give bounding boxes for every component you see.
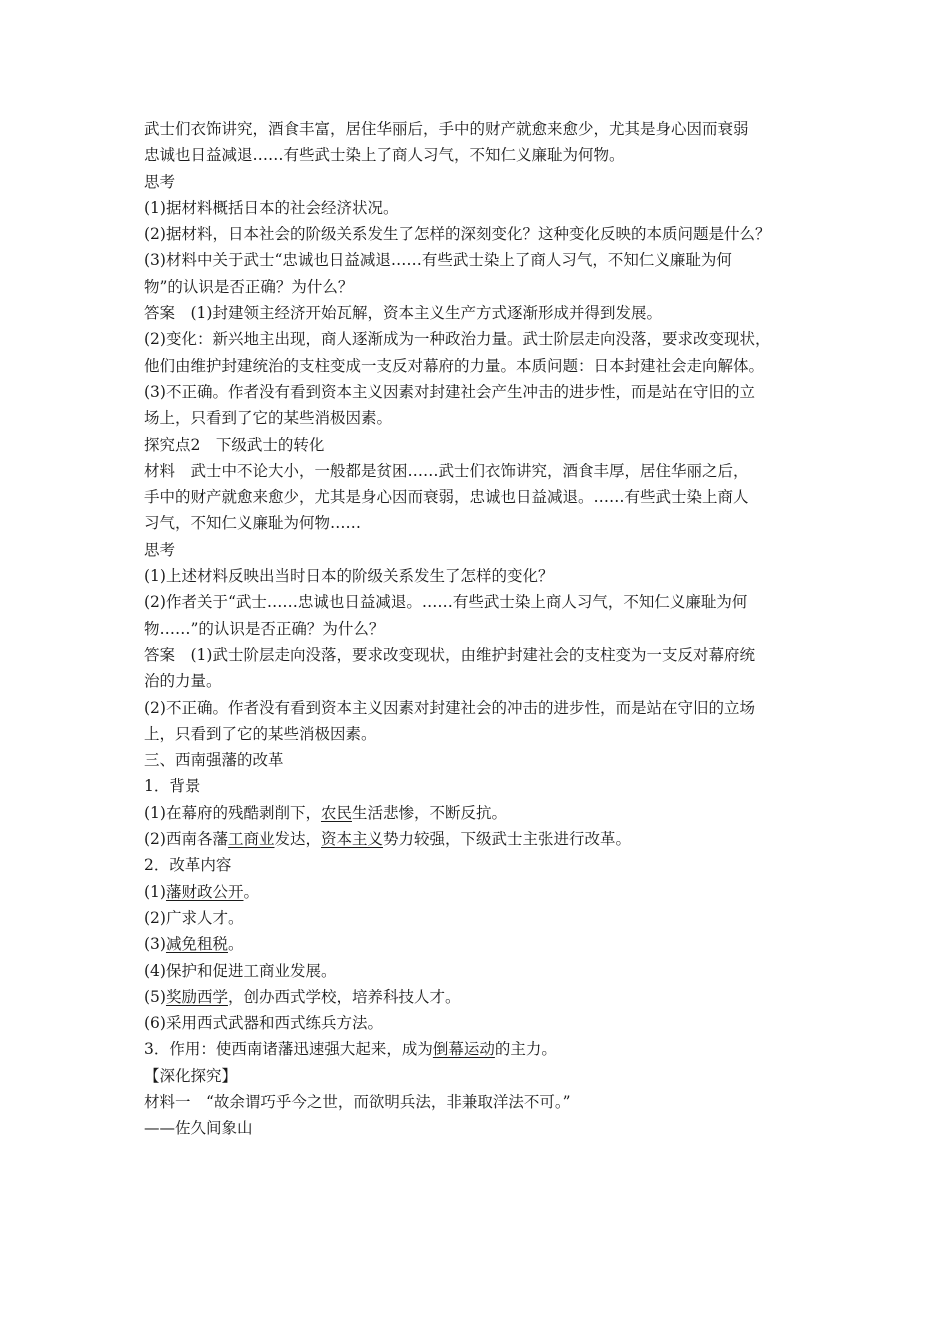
text-line: 武士们衣饰讲究，酒食丰富，居住华丽后，手中的财产就愈来愈少，尤其是身心因而衰弱	[144, 120, 749, 138]
question: 物……”的认识是否正确？为什么？	[144, 619, 385, 638]
attribution: ——佐久间象山	[144, 1119, 253, 1138]
answer: 场上，只看到了它的某些消极因素。	[144, 409, 393, 428]
material-text: 手中的财产就愈来愈少，尤其是身心因而衰弱，忠诚也日益减退。……有些武士染上商人	[144, 488, 749, 507]
list-item: (6)采用西式武器和西式练兵方法。	[144, 1014, 383, 1033]
section-heading: 三、西南强藩的改革	[144, 751, 284, 770]
question: (1)上述材料反映出当时日本的阶级关系发生了怎样的变化？	[144, 567, 554, 586]
answer: 治的力量。	[144, 672, 222, 691]
underlined-term: 倒幕运动	[432, 1040, 495, 1059]
underlined-term: 减免租税	[165, 935, 228, 954]
text-span: (2)西南各藩	[144, 830, 228, 849]
question: (3)材料中关于武士“忠诚也日益减退……有些武士染上了商人习气，不知仁义廉耻为何	[144, 251, 732, 270]
list-item	[144, 1036, 824, 1062]
question: (1)据材料概括日本的社会经济状况。	[144, 198, 399, 217]
list-item	[144, 984, 824, 1010]
section-heading: 思考	[144, 540, 176, 559]
text-span: (5)	[144, 987, 166, 1006]
answer: (3)不正确。作者没有看到资本主义因素对封建社会产生冲击的进步性，而是站在守旧的立	[144, 382, 755, 401]
underlined-term: 工商业	[227, 830, 275, 849]
underlined-term: 农民	[320, 803, 352, 822]
text-span: 势力较强，下级武士主张进行改革。	[383, 830, 632, 849]
underlined-term: 藩财政公开	[165, 882, 244, 901]
list-item	[144, 826, 824, 852]
list-item	[144, 931, 824, 957]
text-span: 3．作用：使西南诸藩迅速强大起来，成为	[144, 1040, 433, 1059]
document-page	[144, 116, 824, 1142]
section-heading: 思考	[144, 172, 176, 191]
text-span: 发达，	[274, 830, 321, 849]
material-text: 习气，不知仁义廉耻为何物……	[144, 514, 362, 533]
subsection-heading: 2．改革内容	[144, 856, 232, 875]
underlined-term: 资本主义	[321, 830, 384, 849]
section-heading: 【深化探究】	[144, 1066, 238, 1085]
text-span: (1)在幕府的残酷剥削下，	[144, 803, 321, 822]
text-span: 的主力。	[494, 1040, 557, 1059]
text-span: (1)	[144, 882, 166, 901]
answer: 上，只看到了它的某些消极因素。	[144, 724, 377, 743]
question: (2)据材料，日本社会的阶级关系发生了怎样的深刻变化？这种变化反映的本质问题是什么？	[144, 225, 771, 244]
list-item	[144, 879, 824, 905]
text-span: (3)	[144, 935, 166, 954]
list-item: (2)广求人才。	[144, 908, 244, 927]
text-span: ，创办西式学校，培养科技人才。	[227, 987, 461, 1006]
answer: (2)不正确。作者没有看到资本主义因素对封建社会的冲击的进步性，而是站在守旧的立场	[144, 698, 755, 717]
text-span: 。	[243, 882, 259, 901]
answer: 他们由维护封建统治的支柱变成一支反对幕府的力量。本质问题：日本封建社会走向解体。	[144, 356, 765, 375]
material-text: 材料一 “故余谓巧乎今之世，而欲明兵法，非兼取洋法不可。”	[144, 1092, 571, 1111]
subsection-heading: 1．背景	[144, 777, 201, 796]
text-span: 生活悲惨，不断反抗。	[351, 803, 507, 822]
answer: (2)变化：新兴地主出现，商人逐渐成为一种政治力量。武士阶层走向没落，要求改变现状，	[144, 330, 771, 349]
list-item	[144, 800, 824, 826]
answer: 答案 (1)武士阶层走向没落，要求改变现状，由维护封建社会的支柱变为一支反对幕府统	[144, 645, 755, 664]
material-text: 材料 武士中不论大小，一般都是贫困……武士们衣饰讲究，酒食丰厚，居住华丽之后，	[144, 461, 749, 480]
question: 物”的认识是否正确？为什么？	[144, 277, 354, 296]
text-line: 忠诚也日益减退……有些武士染上了商人习气，不知仁义廉耻为何物。	[144, 146, 625, 165]
text-span: 。	[227, 935, 244, 954]
underlined-term: 奖励西学	[165, 987, 228, 1006]
list-item: (4)保护和促进工商业发展。	[144, 961, 337, 980]
question: (2)作者关于“武士……忠诚也日益减退。……有些武士染上商人习气，不知仁义廉耻为何	[144, 593, 748, 612]
answer: 答案 (1)封建领主经济开始瓦解，资本主义生产方式逐渐形成并得到发展。	[144, 304, 662, 323]
section-heading: 探究点2 下级武士的转化	[144, 435, 325, 454]
